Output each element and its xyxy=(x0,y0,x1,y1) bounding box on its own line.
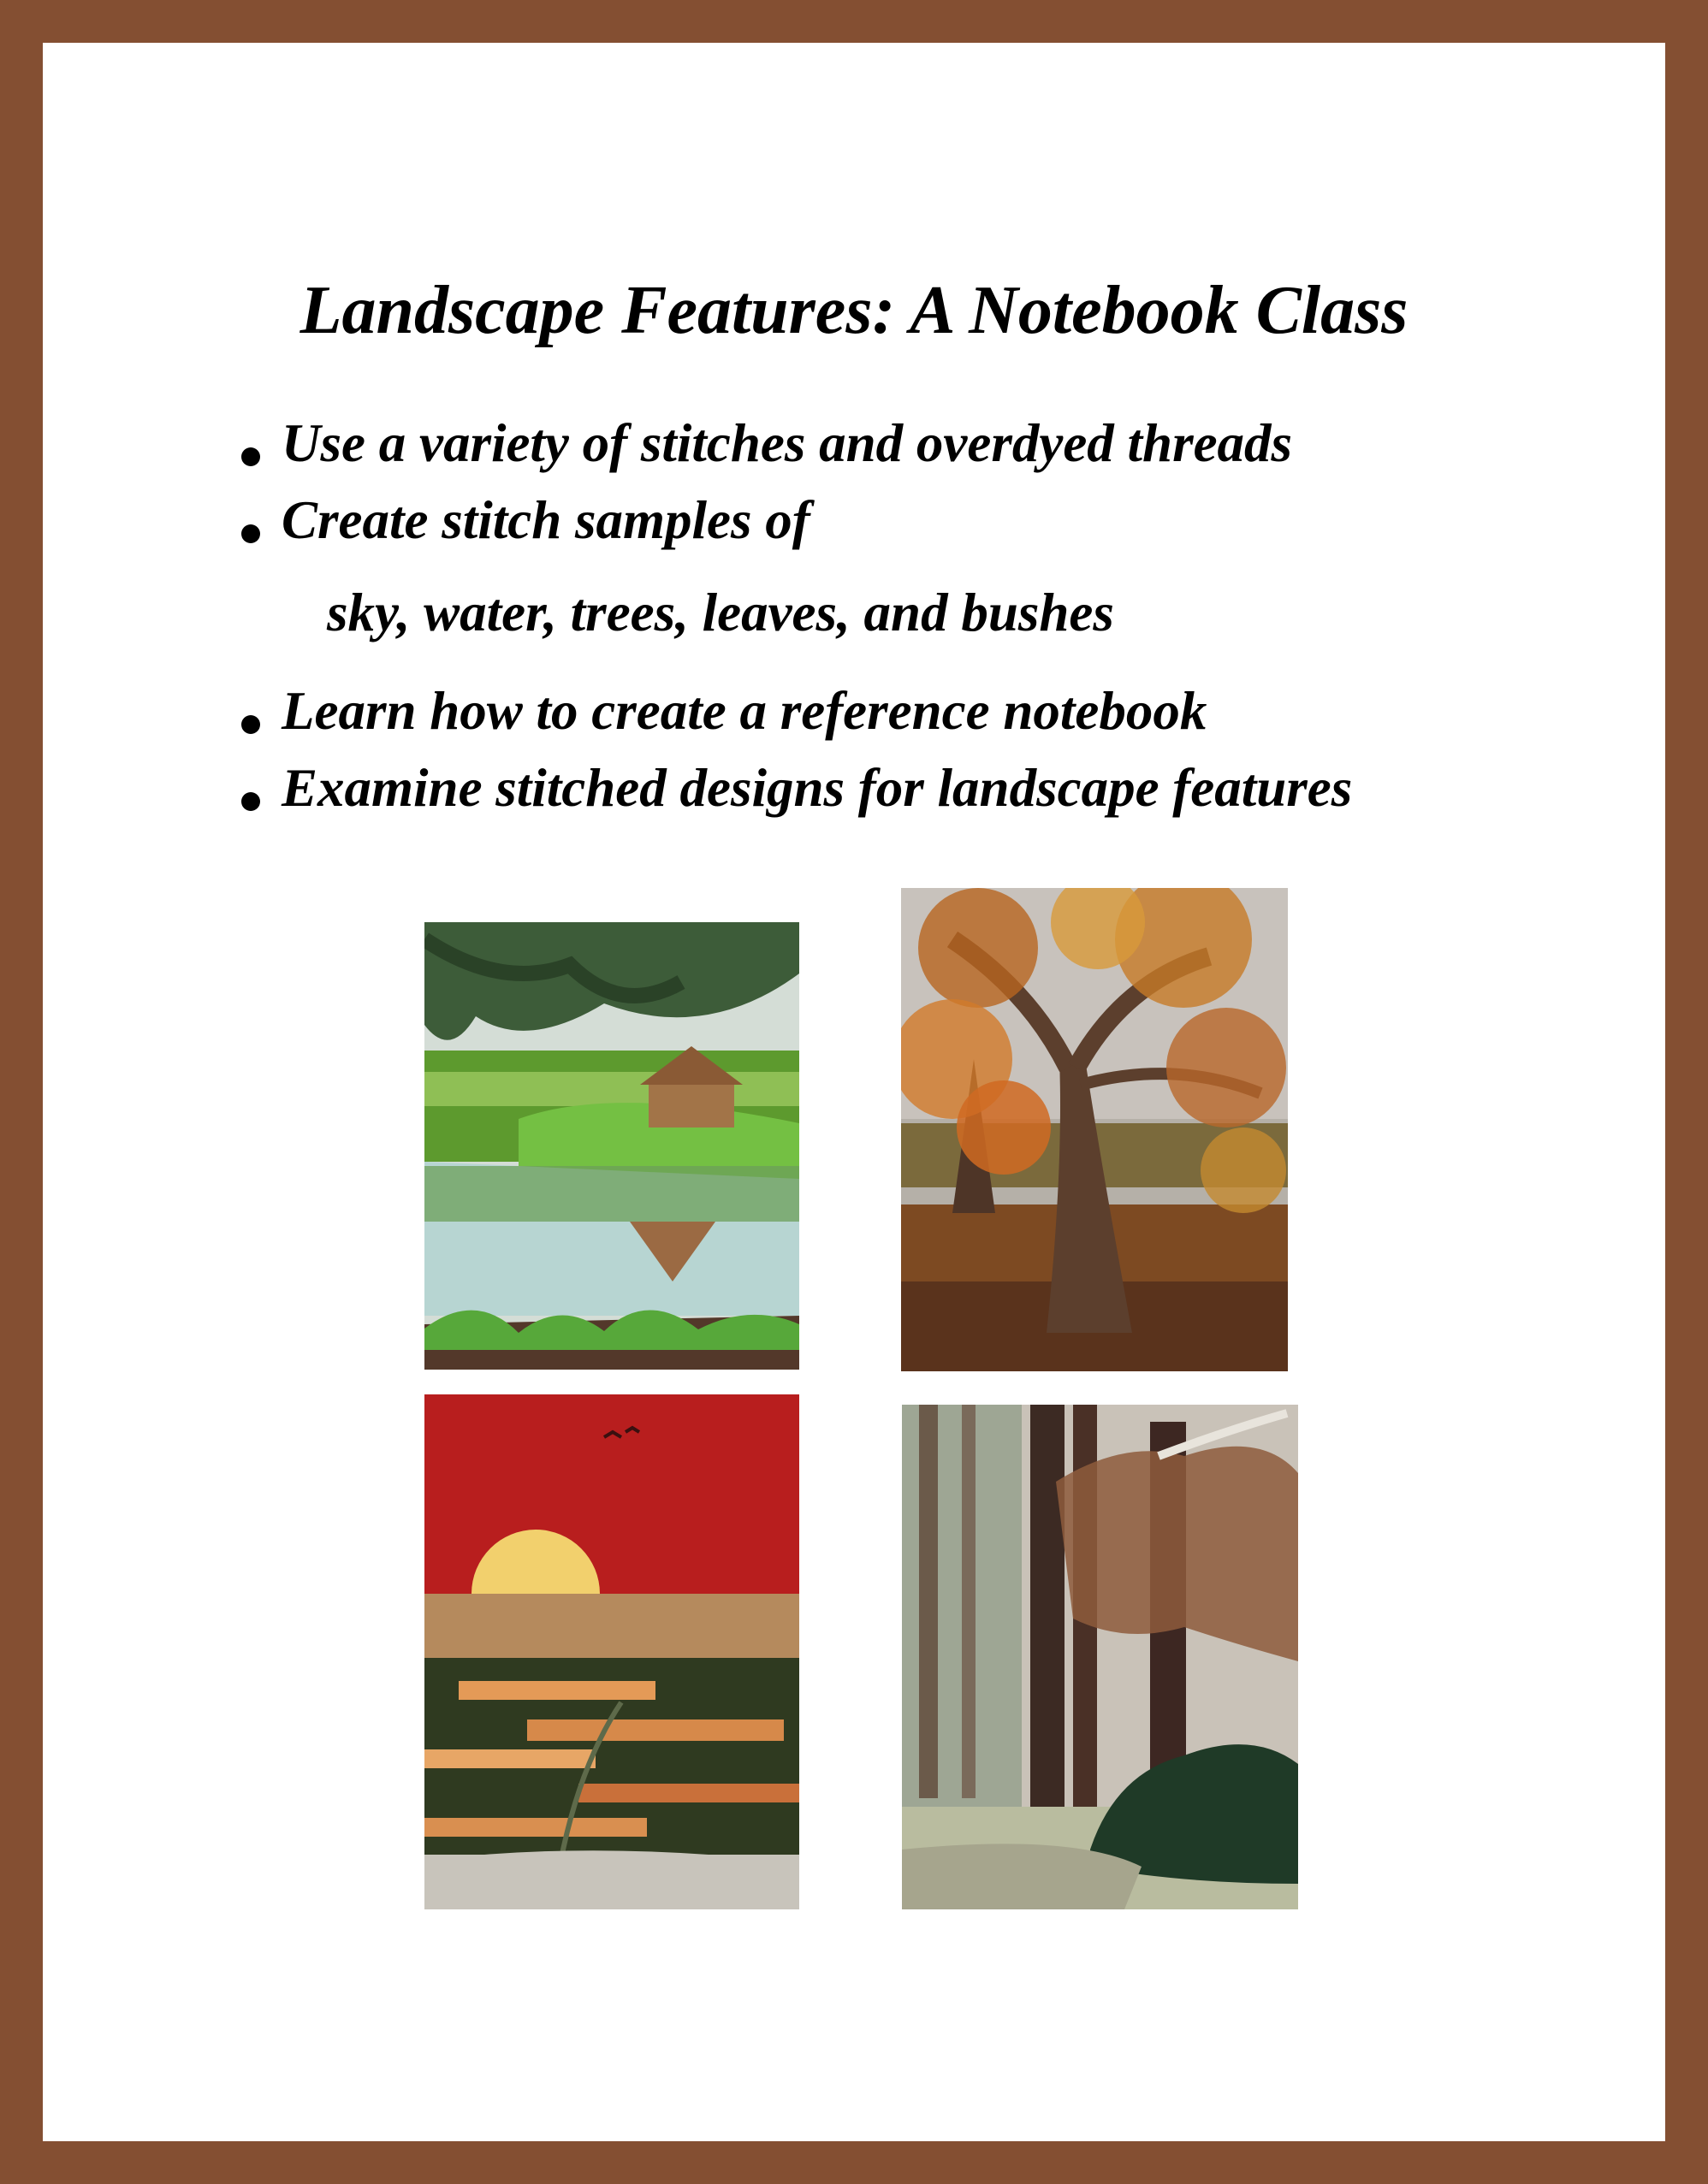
bullet-item-samples: Create stitch samples of xyxy=(282,490,810,550)
woodland-stitchery-image xyxy=(902,1405,1298,1909)
page-title: Landscape Features: A Notebook Class xyxy=(299,273,1409,348)
gazebo-lake-stitchery-image xyxy=(424,922,799,1370)
bullet-item-samples-continuation: sky, water, trees, leaves, and bushes xyxy=(327,583,1114,642)
bullet-icon xyxy=(241,792,260,811)
bullet-icon xyxy=(241,524,260,543)
bullet-icon xyxy=(241,447,260,466)
bullet-item-notebook: Learn how to create a reference notebook xyxy=(282,681,1207,741)
bullet-item-designs: Examine stitched designs for landscape features xyxy=(282,758,1353,818)
autumn-tree-stitchery-image xyxy=(901,888,1288,1371)
bullet-icon xyxy=(241,715,260,734)
page xyxy=(43,43,1665,2141)
bullet-item-stitches: Use a variety of stitches and overdyed threads xyxy=(282,413,1293,473)
sunset-stitchery-image xyxy=(424,1394,799,1909)
